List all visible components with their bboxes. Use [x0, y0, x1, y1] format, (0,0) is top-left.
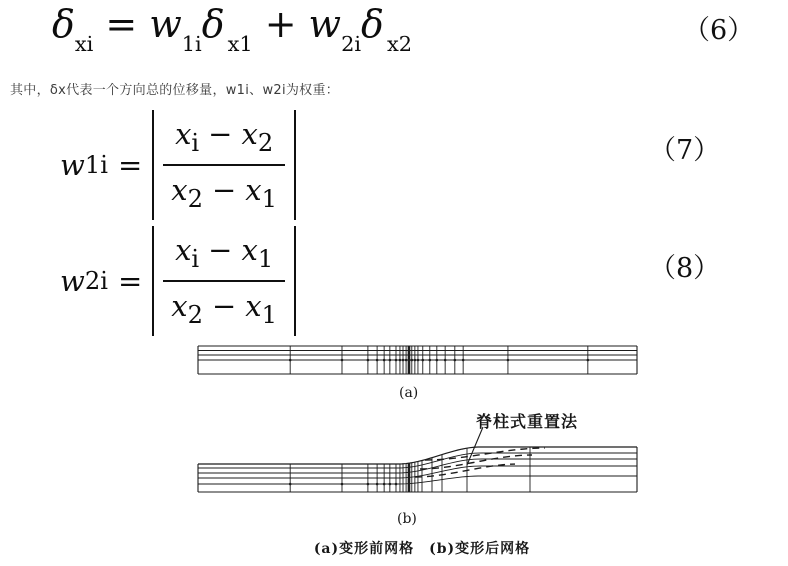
absolute-value-bars	[152, 110, 296, 220]
fraction	[163, 117, 285, 213]
eq6-delta2: δ	[361, 2, 384, 46]
mesh-figure	[0, 330, 788, 566]
eq8-x: x	[175, 233, 192, 267]
eq8-x: x	[245, 288, 262, 323]
eq8-sub: 1	[257, 244, 274, 273]
eq8-sub: 2	[187, 300, 203, 329]
paragraph-text: 其中，δx代表一个方向总的位移量，w1i、w2i为权重：	[10, 83, 340, 98]
eq8-lhs	[60, 264, 152, 298]
eq7-w: w	[60, 147, 85, 182]
plus-sign: +	[264, 2, 297, 46]
eq8-x: x	[171, 288, 188, 323]
eq7-sub: i	[191, 128, 200, 157]
eq6-delta: δ	[52, 2, 75, 46]
eq6-sub: x1	[227, 31, 253, 56]
eq6-delta1: δ	[201, 2, 225, 46]
eq8-w: w	[60, 263, 85, 298]
eq7-sub: 1	[261, 184, 278, 213]
denominator	[163, 282, 285, 329]
numerator	[163, 233, 285, 282]
equation-number-6: （6）	[683, 15, 755, 46]
eq6-sub: x2	[386, 31, 413, 56]
equation-7	[60, 110, 296, 220]
equation-6	[52, 2, 413, 56]
figure-sublabel-a: (a)	[399, 385, 419, 401]
numerator	[163, 117, 285, 166]
eq7-sub: 2	[257, 128, 274, 157]
minus-sign: −	[211, 172, 237, 207]
minus-sign: −	[211, 288, 237, 323]
equals-sign: =	[105, 2, 138, 46]
eq7-x: x	[245, 172, 262, 207]
eq8-sub: i	[191, 244, 200, 273]
absolute-value-bars	[152, 226, 296, 336]
eq7-lhs	[60, 148, 152, 182]
minus-sign: −	[208, 117, 233, 151]
equals-sign: =	[117, 263, 143, 298]
equation-8	[60, 226, 296, 336]
eq7-x: x	[171, 172, 188, 207]
eq6-sub: 2i	[341, 31, 362, 56]
eq7-sub: 1i	[84, 150, 108, 179]
eq6-w1: w	[149, 2, 182, 46]
eq6-sub: xi	[74, 31, 94, 56]
equation-number-8: （8）	[649, 253, 721, 284]
denominator	[163, 166, 285, 213]
eq8-x: x	[241, 233, 258, 267]
minus-sign: −	[208, 233, 233, 267]
annotation-spine-relocation: 脊柱式重置法	[476, 412, 579, 431]
eq6-sub: 1i	[181, 31, 202, 56]
fraction	[163, 233, 285, 329]
eq8-sub: 2i	[84, 266, 108, 295]
equation-number-7: （7）	[649, 135, 721, 166]
figure-sublabel-b: (b)	[397, 511, 417, 527]
eq7-x: x	[175, 117, 192, 151]
eq8-sub: 1	[261, 300, 278, 329]
equals-sign: =	[117, 147, 143, 182]
eq7-x: x	[241, 117, 258, 151]
eq6-w2: w	[308, 2, 342, 46]
figure-caption: (a)变形前网格 (b)变形后网格	[313, 541, 531, 557]
eq7-sub: 2	[187, 184, 203, 213]
